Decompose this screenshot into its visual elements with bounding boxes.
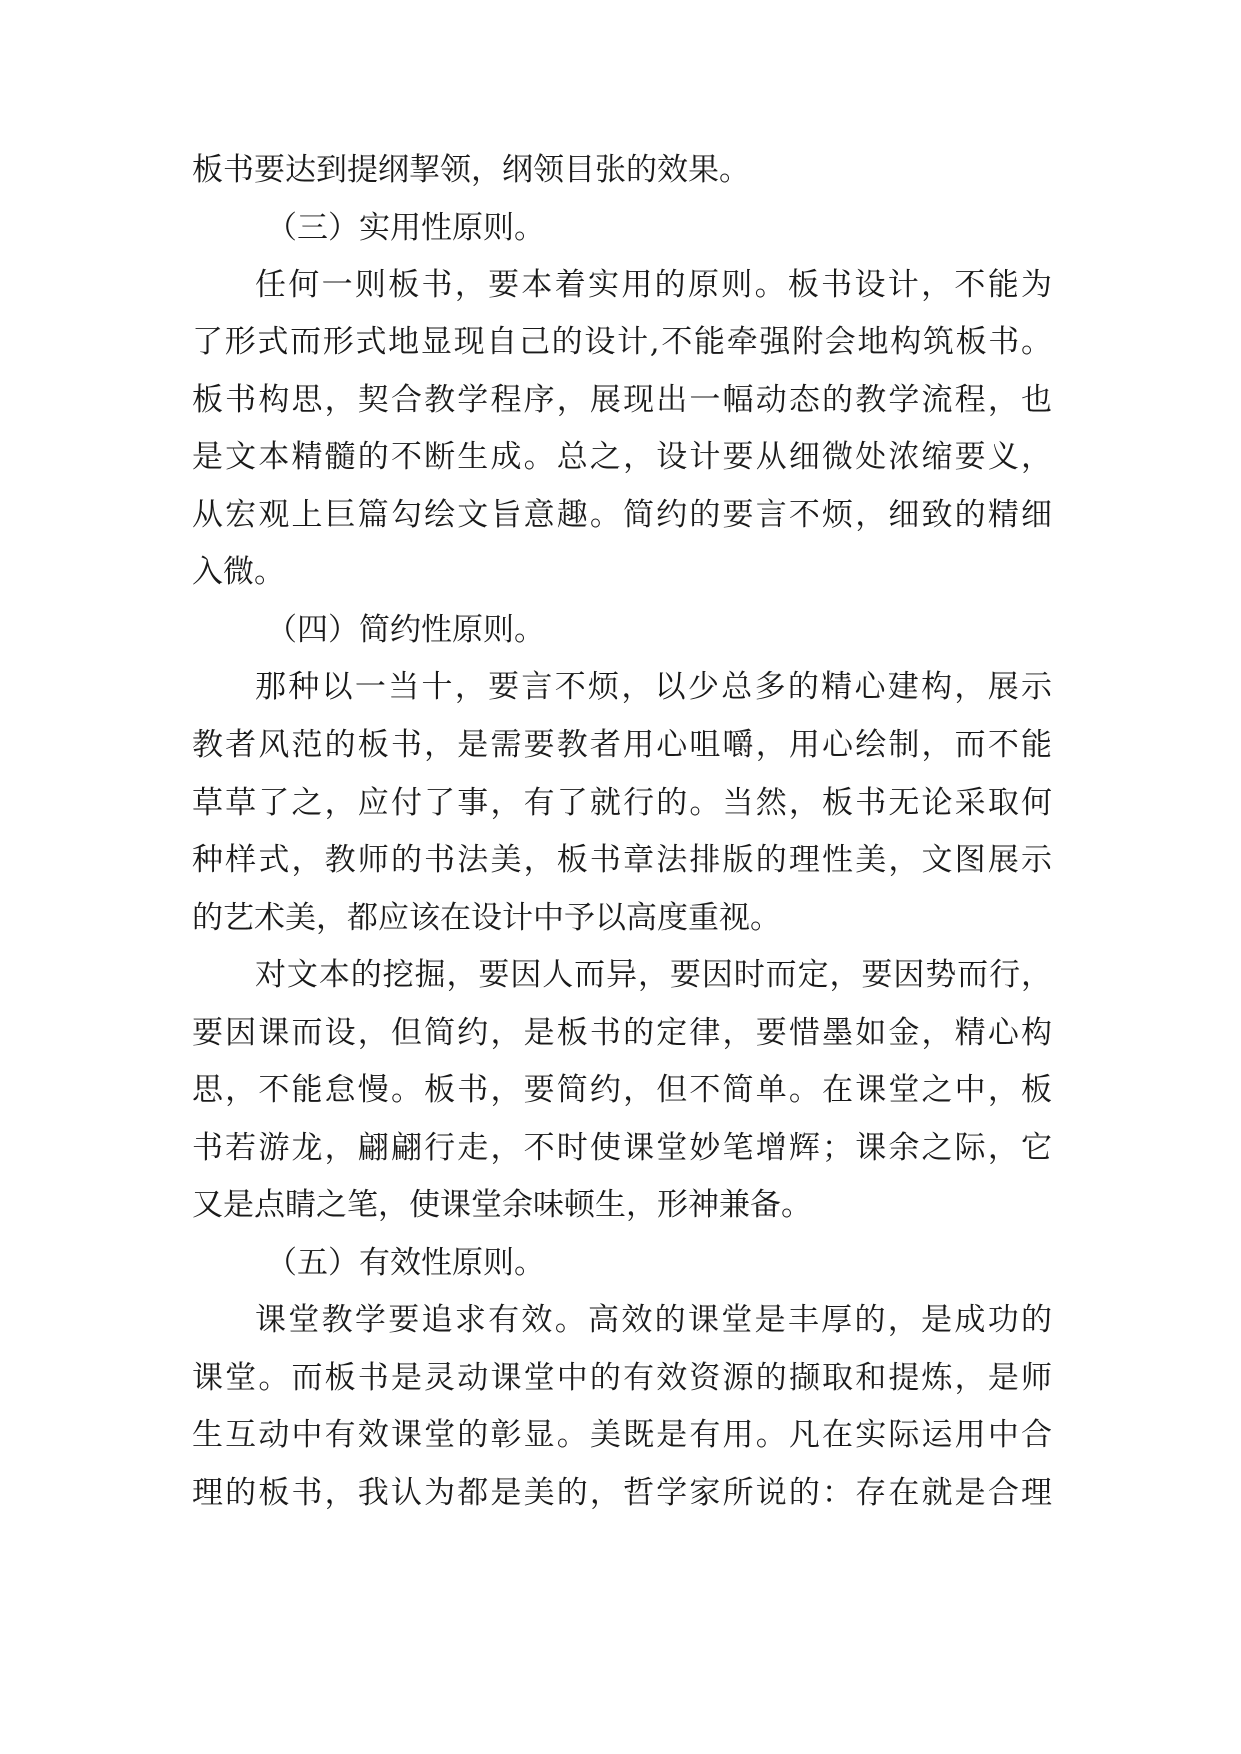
paragraph-line: 又是点睛之笔，使课堂余味顿生，形神兼备。 (192, 1187, 812, 1223)
section-heading-5: （五）有效性原则。 (266, 1245, 545, 1281)
paragraph-line: 理的板书，我认为都是美的，哲学家所说的：存在就是合理 (192, 1475, 1052, 1511)
paragraph-line: 思，不能怠慢。板书，要简约，但不简单。在课堂之中，板 (192, 1072, 1052, 1108)
paragraph-line: 那种以一当十，要言不烦，以少总多的精心建构，展示 (255, 669, 1052, 705)
paragraph-line: 对文本的挖掘，要因人而异，要因时而定，要因势而行， (255, 957, 1052, 993)
paragraph-line: 课堂教学要追求有效。高效的课堂是丰厚的，是成功的 (255, 1302, 1052, 1338)
section-heading-4: （四）简约性原则。 (266, 612, 545, 648)
paragraph-line: 生互动中有效课堂的彰显。美既是有用。凡在实际运用中合 (192, 1417, 1052, 1453)
paragraph-line: 要因课而设，但简约，是板书的定律，要惜墨如金，精心构 (192, 1015, 1052, 1051)
paragraph-line: 板书要达到提纲挈领，纲领目张的效果。 (192, 152, 750, 188)
paragraph-line: 了形式而形式地显现自己的设计,不能牵强附会地构筑板书。 (192, 324, 1052, 360)
paragraph-line: 课堂。而板书是灵动课堂中的有效资源的撷取和提炼，是师 (192, 1360, 1052, 1396)
paragraph-line: 种样式，教师的书法美，板书章法排版的理性美，文图展示 (192, 842, 1052, 878)
paragraph-line: 草草了之，应付了事，有了就行的。当然，板书无论采取何 (192, 785, 1052, 821)
paragraph-line: 从宏观上巨篇勾绘文旨意趣。简约的要言不烦，细致的精细 (192, 497, 1052, 533)
paragraph-line: 的艺术美，都应该在设计中予以高度重视。 (192, 900, 781, 936)
paragraph-line: 任何一则板书，要本着实用的原则。板书设计，不能为 (255, 267, 1052, 303)
paragraph-line: 入微。 (192, 554, 285, 590)
paragraph-line: 教者风范的板书，是需要教者用心咀嚼，用心绘制，而不能 (192, 727, 1052, 763)
paragraph-line: 书若游龙，翩翩行走，不时使课堂妙笔增辉；课余之际，它 (192, 1130, 1052, 1166)
paragraph-line: 板书构思，契合教学程序，展现出一幅动态的教学流程，也 (192, 382, 1052, 418)
paragraph-line: 是文本精髓的不断生成。总之，设计要从细微处浓缩要义， (192, 439, 1052, 475)
section-heading-3: （三）实用性原则。 (266, 210, 545, 246)
